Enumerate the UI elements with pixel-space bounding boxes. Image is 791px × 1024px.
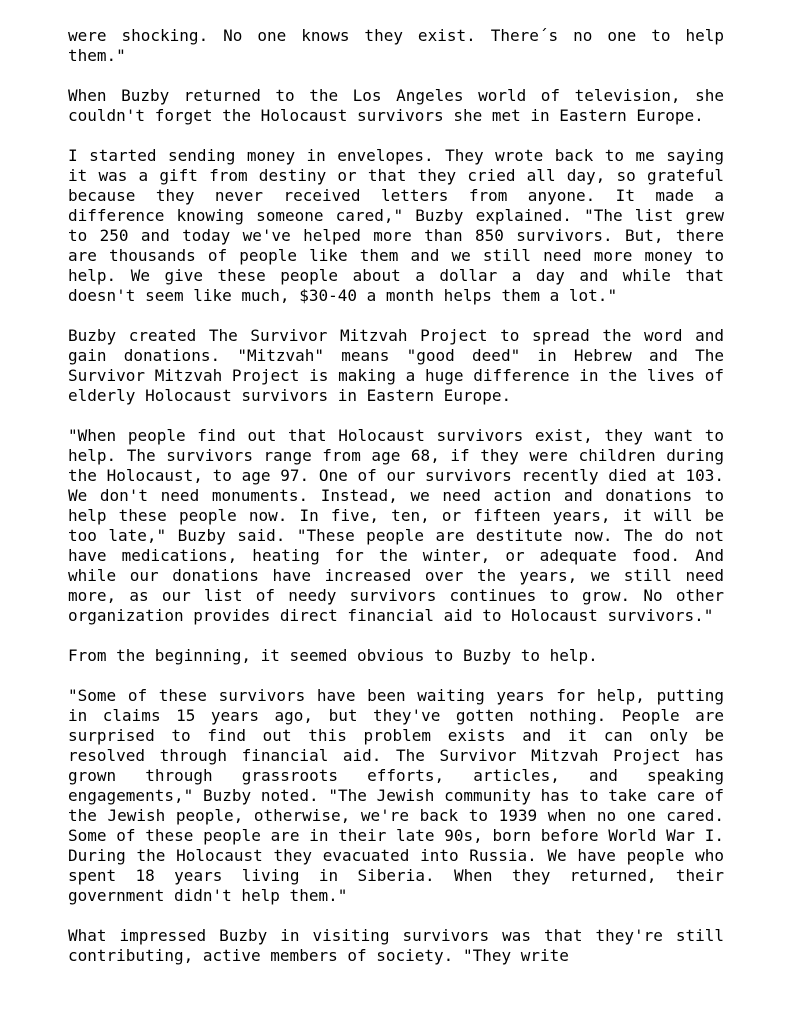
document-text-body [68, 26, 734, 966]
paragraph: I started sending money in envelopes. They wrote back to me saying it was a gift from destiny or that they cried all day, so grateful because they never received letters from anyone. It made a difference knowing someone cared," Buzby explained. "The list grew to 250 and today we've helped more than 850 survivors. But, there are thousands of people like them and we still need more money to help. We give these people about a dollar a day and while that doesn't seem like much, $30-40 a month helps them a lot." [68, 146, 734, 305]
paragraph: Buzby created The Survivor Mitzvah Project to spread the word and gain donations. "Mitzvah" means "good deed" in Hebrew and The Survivor Mitzvah Project is making a huge difference in the lives of elderly Holocaust survivors in Eastern Europe. [68, 326, 734, 405]
paragraph: "When people find out that Holocaust survivors exist, they want to help. The survivors range from age 68, if they were children during the Holocaust, to age 97. One of our survivors recently died at 103. We don't need monuments. Instead, we need action and donations to help these people now. In five, ten, or fifteen years, it will be too late," Buzby said. "These people are destitute now. The do not have medications, heating for the winter, or adequate food. And while our donations have increased over the years, we still need more, as our list of needy survivors continues to grow. No other organization provides direct financial aid to Holocaust survivors." [68, 426, 734, 625]
paragraph: "Some of these survivors have been waiting years for help, putting in claims 15 years ago, but they've gotten nothing. People are surprised to find out this problem exists and it can only be resolved through financial aid. The Survivor Mitzvah Project has grown through grassroots efforts, articles, and speaking engagements," Buzby noted. "The Jewish community has to take care of the Jewish people, otherwise, we're back to 1939 when no one cared. Some of these people are in their late 90s, born before World War I. During the Holocaust they evacuated into Russia. We have people who spent 18 years living in Siberia. When they returned, their government didn't help them." [68, 686, 734, 905]
paragraph: When Buzby returned to the Los Angeles world of television, she couldn't forget the Holocaust survivors she met in Eastern Europe. [68, 86, 734, 125]
paragraph: From the beginning, it seemed obvious to Buzby to help. [68, 646, 598, 665]
paragraph: What impressed Buzby in visiting survivors was that they're still contributing, active members of society. "They write [68, 926, 734, 965]
paragraph: were shocking. No one knows they exist. There´s no one to help them." [68, 26, 734, 65]
